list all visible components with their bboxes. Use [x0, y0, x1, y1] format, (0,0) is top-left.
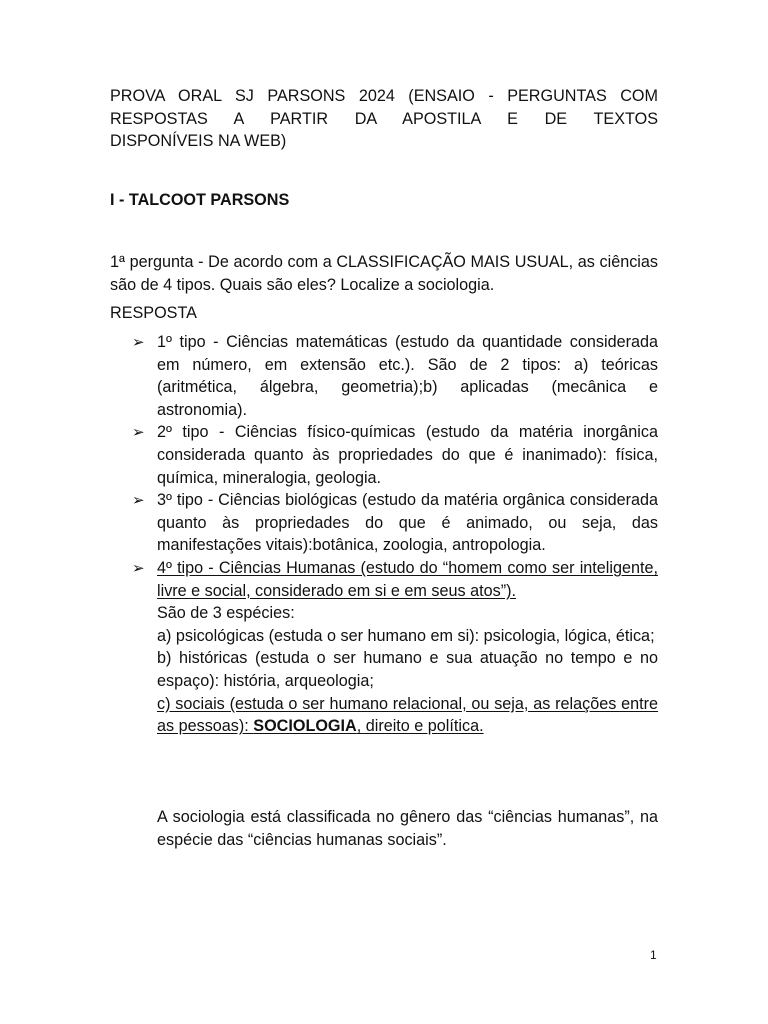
document-header	[110, 85, 658, 153]
species-a: a) psicológicas (estuda o ser humano em si): psicologia, lógica, ética;	[157, 626, 655, 645]
arrow-bullet-icon: ➢	[132, 333, 145, 351]
species-b: b) históricas (estuda o ser humano e sua atuação no tempo e no espaço): história, arqueologia;	[157, 649, 658, 690]
arrow-bullet-icon: ➢	[132, 423, 145, 442]
page-number: 1	[650, 948, 657, 962]
header-line-3: DISPONÍVEIS NA WEB)	[110, 132, 287, 151]
species-c-prefix: c) sociais (estuda o ser humano relacional, ou seja, as relações entre as pessoas):	[157, 694, 658, 736]
question-text: 1ª pergunta - De acordo com a CLASSIFICAÇÃO MAIS USUAL, as ciências são de 4 tipos. Quais são eles? Localize a sociologia.	[110, 253, 658, 294]
species-intro: São de 3 espécies:	[157, 604, 295, 623]
answer-list	[110, 331, 658, 738]
species-c	[110, 693, 658, 738]
list-item-4	[110, 557, 658, 602]
section-title: I - TALCOOT PARSONS	[110, 191, 290, 209]
list-item-4-heading: 4º tipo - Ciências Humanas (estudo do “homem como ser inteligente, livre e social, considerado em si e em seus atos”).	[157, 558, 658, 600]
list-item-2	[110, 421, 658, 489]
list-item-text: 3º tipo - Ciências biológicas (estudo da matéria orgânica considerada quanto às propriedades do que é animado, ou seja, das manifestações vitais):botânica, zoologia, antropologia.	[157, 491, 658, 555]
arrow-bullet-icon: ➢	[132, 491, 145, 510]
list-item-text: 2º tipo - Ciências físico-químicas (estudo da matéria inorgânica considerada quanto às propriedades do que é inanimado): física, química, mineralogia, geologia.	[157, 423, 658, 487]
list-item-1	[110, 331, 658, 421]
header-line-2: RESPOSTAS A PARTIR DA APOSTILA E DE TEXTOS	[110, 109, 658, 128]
species-c-bold: SOCIOLOGIA	[253, 717, 357, 736]
answer-label: RESPOSTA	[110, 304, 197, 322]
species-c-suffix: , direito e política.	[356, 717, 484, 736]
conclusion-paragraph: A sociologia está classificada no gênero das “ciências humanas”, na espécie das “ciências humanas sociais”.	[157, 808, 658, 849]
arrow-bullet-icon: ➢	[132, 558, 145, 577]
list-item-3	[110, 489, 658, 557]
list-item-text: 1º tipo - Ciências matemáticas (estudo da quantidade considerada em número, em extensão etc.). São de 2 tipos: a) teóricas (aritmética, álgebra, geometria);b) aplicadas (mecânica e astronomia).	[157, 333, 658, 419]
header-line-1: PROVA ORAL SJ PARSONS 2024 (ENSAIO - PERGUNTAS COM	[110, 87, 658, 105]
